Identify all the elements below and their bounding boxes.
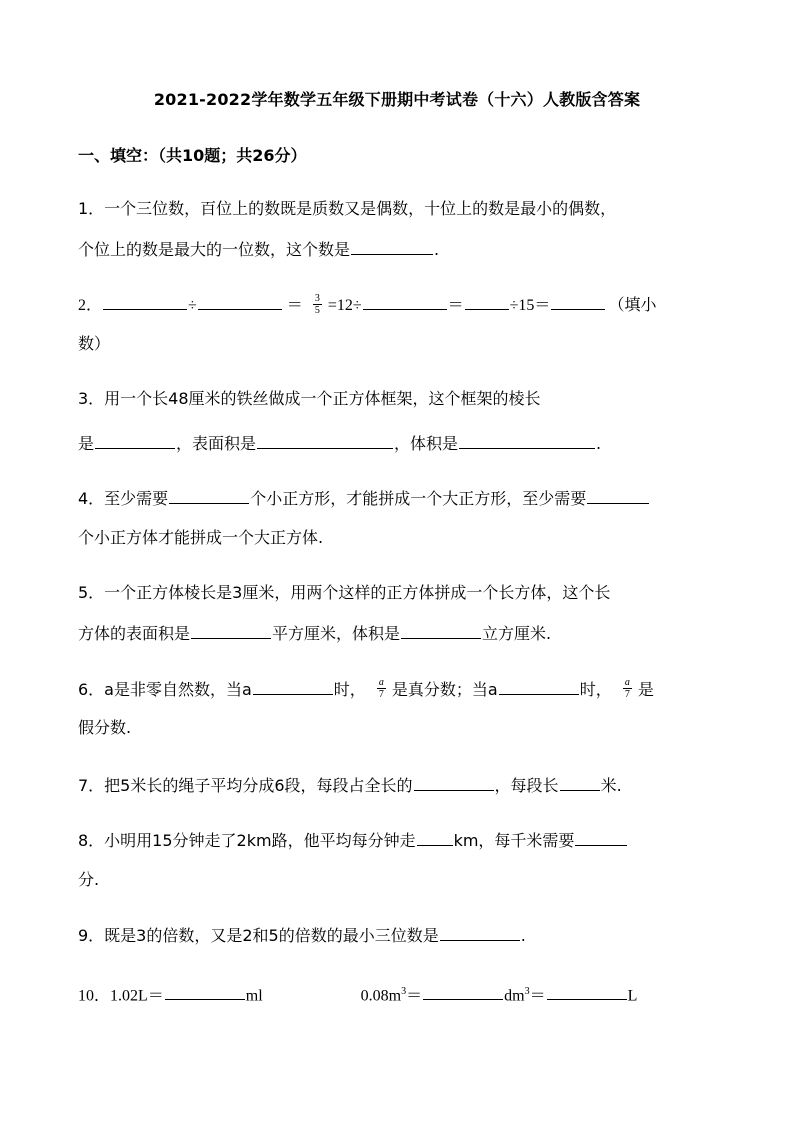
answer-blank-1[interactable] [351, 238, 433, 255]
question-1-text: 个位上的数是最大的一位数，这个数是 [78, 240, 351, 259]
answer-blank-5b[interactable] [401, 622, 481, 639]
question-2-line-2: 数） [78, 334, 111, 353]
answer-blank-2d[interactable] [465, 293, 509, 310]
question-5-end: 立方厘米. [482, 624, 552, 643]
question-3-text-c: ，体积是 [394, 434, 459, 453]
question-3-end: . [596, 434, 602, 453]
page-title: 2021-2022学年数学五年级下册期中考试卷（十六）人教版含答案 [153, 90, 641, 109]
question-9-end: . [520, 926, 526, 945]
answer-blank-10a[interactable] [165, 983, 245, 1000]
question-8-text-b: km，每千米需要 [453, 831, 575, 850]
answer-blank-2a[interactable] [103, 293, 187, 310]
question-2-note: （填小 [608, 295, 657, 314]
question-7-text-b: ，每段长 [494, 776, 559, 795]
question-10-text-a: 10．1.02L＝ [78, 987, 164, 1005]
question-10-unit-l: L [627, 987, 638, 1005]
question-6-text-b: 时， [333, 680, 366, 699]
question-7-end: 米. [600, 776, 622, 795]
question-4-line-2: 个小正方体才能拼成一个大正方体. [78, 528, 324, 547]
question-4-line-1 [78, 487, 650, 510]
equals-sign: ＝ [286, 297, 303, 314]
question-6-text-a: 6．a是非零自然数，当a [78, 680, 252, 699]
question-3-line-1: 3．用一个长48厘米的铁丝做成一个正方体框架，这个框架的棱长 [78, 389, 541, 408]
question-7-text-a: 7．把5米长的绳子平均分成6段，每段占全长的 [78, 776, 413, 795]
question-1-line-1: 1．一个三位数，百位上的数既是质数又是偶数，十位上的数是最小的偶数， [78, 199, 617, 218]
question-3-line-2 [78, 432, 601, 455]
answer-blank-3a[interactable] [95, 432, 175, 449]
question-10-text-c: 0.08m [360, 987, 402, 1005]
answer-blank-2b[interactable] [198, 293, 282, 310]
question-1-line-2 [78, 238, 439, 261]
answer-blank-6b[interactable] [499, 678, 579, 695]
superscript-3-dm: 3 [524, 986, 530, 997]
fraction-3-5: $\frac{3}{5}$ [314, 292, 320, 316]
question-6-text-e: 是 [637, 680, 654, 699]
question-5-text-b: 平方厘米，体积是 [272, 624, 401, 643]
answer-blank-6a[interactable] [253, 678, 333, 695]
answer-blank-3b[interactable] [257, 432, 393, 449]
question-5-text-a: 方体的表面积是 [78, 624, 191, 643]
fraction-a-7: $\frac{a}{7}$ [378, 677, 384, 700]
question-5-line-2 [78, 622, 551, 645]
question-2-number: 2． [78, 297, 103, 314]
equals-sign-10b: ＝ [529, 987, 546, 1005]
question-4-text-a: 4．至少需要 [78, 489, 169, 508]
answer-blank-7a[interactable] [414, 774, 494, 791]
answer-blank-2e[interactable] [551, 293, 605, 310]
answer-blank-10c[interactable] [547, 983, 627, 1000]
question-8-text-a: 8．小明用15分钟走了2km路，他平均每分钟走 [78, 831, 416, 850]
divide-15: ÷15＝ [509, 297, 551, 314]
answer-blank-3c[interactable] [459, 432, 595, 449]
answer-blank-7b[interactable] [560, 774, 600, 791]
question-3-text-b: ，表面积是 [176, 434, 257, 453]
question-9-text-a: 9．既是3的倍数，又是2和5的倍数的最小三位数是 [78, 926, 439, 945]
question-10-unit-ml: ml [245, 987, 263, 1005]
question-1-end: . [434, 240, 440, 259]
question-6-text-d: 时， [579, 680, 612, 699]
question-6-text-c: 是真分数；当a [391, 680, 498, 699]
question-3-text-a: 是 [78, 434, 95, 453]
question-6-line-2: 假分数. [78, 718, 132, 737]
question-6-line-1 [78, 678, 654, 702]
answer-blank-4b[interactable] [587, 487, 649, 504]
answer-blank-2c[interactable] [363, 293, 447, 310]
question-9-line-1 [78, 924, 526, 947]
question-8-line-2: 分. [78, 870, 100, 889]
equation-12-div: =12÷ [327, 297, 362, 314]
question-7-line-1 [78, 774, 622, 797]
answer-blank-4a[interactable] [169, 487, 249, 504]
answer-blank-8a[interactable] [417, 829, 453, 846]
answer-blank-10b[interactable] [423, 983, 503, 1000]
question-2-line-1 [78, 293, 656, 318]
superscript-3: 3 [401, 986, 407, 997]
question-10-line-1 [78, 981, 637, 1007]
fraction-a-7-second: $\frac{a}{7}$ [624, 677, 630, 700]
answer-blank-8b[interactable] [575, 829, 627, 846]
equals-sign-10a: ＝ [406, 987, 423, 1005]
question-8-line-1 [78, 829, 628, 852]
divide-sign: ÷ [188, 297, 197, 314]
section-heading: 一、填空：（共10题；共26分） [78, 146, 307, 165]
answer-blank-9[interactable] [440, 924, 520, 941]
question-10-unit-dm: dm [504, 987, 525, 1005]
question-5-line-1: 5．一个正方体棱长是3厘米，用两个这样的正方体拼成一个长方体，这个长 [78, 583, 611, 602]
equals-sign-2: ＝ [447, 297, 464, 314]
question-4-text-b: 个小正方形，才能拼成一个大正方形，至少需要 [250, 489, 587, 508]
answer-blank-5a[interactable] [191, 622, 271, 639]
